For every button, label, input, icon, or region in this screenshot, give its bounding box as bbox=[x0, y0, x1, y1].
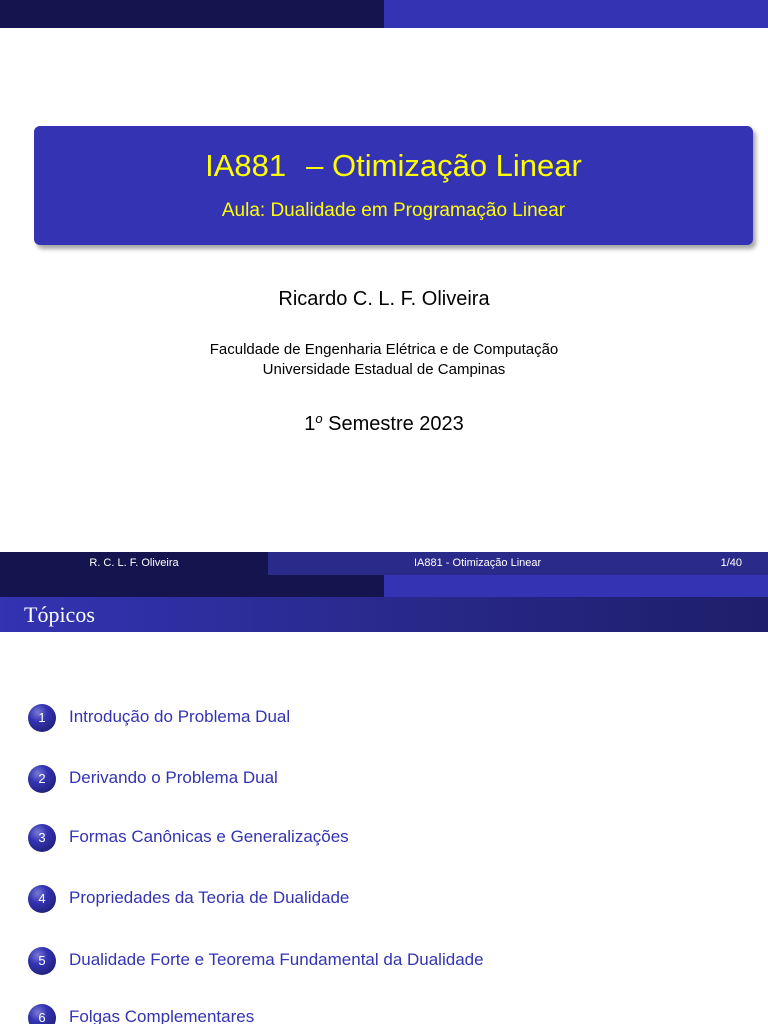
topics-slide bbox=[0, 552, 768, 1024]
author-name: Ricardo C. L. F. Oliveira bbox=[278, 288, 490, 310]
toc-item-label[interactable]: Dualidade Forte e Teorema Fundamental da Dualidade bbox=[69, 950, 484, 969]
section-number-ball: 3 bbox=[28, 824, 56, 852]
presentation-title bbox=[34, 148, 753, 184]
footline-author-text: R. C. L. F. Oliveira bbox=[89, 557, 179, 569]
semester-date bbox=[0, 413, 768, 436]
semester-number: 1 bbox=[304, 413, 316, 435]
toc-item-label[interactable]: Derivando o Problema Dual bbox=[69, 768, 278, 787]
section-number-ball: 4 bbox=[28, 885, 56, 913]
section-number-ball: 2 bbox=[28, 765, 56, 793]
section-number-ball: 1 bbox=[28, 704, 56, 732]
semester-ordinal: o bbox=[315, 411, 323, 426]
toc-item-label[interactable]: Folgas Complementares bbox=[69, 1007, 255, 1024]
headline-bar-left bbox=[0, 0, 384, 28]
footline-title-bar bbox=[268, 552, 768, 575]
presentation-subtitle: Aula: Dualidade em Programação Linear bbox=[221, 200, 566, 221]
toc-item-label[interactable]: Propriedades da Teoria de Dualidade bbox=[69, 888, 350, 907]
headline-bar-right bbox=[384, 575, 768, 597]
frame-title: Tópicos bbox=[24, 602, 95, 627]
section-number-ball: 5 bbox=[28, 947, 56, 975]
institution-university: Universidade Estadual de Campinas bbox=[262, 361, 506, 378]
semester-text: Semestre 2023 bbox=[322, 413, 464, 435]
institution-faculty: Faculdade de Engenharia Elétrica e de Computação bbox=[209, 341, 559, 358]
course-name: – Otimização Linear bbox=[306, 148, 582, 183]
footline-title: IA881 - Otimização Linear bbox=[414, 557, 542, 569]
course-code: IA881 bbox=[205, 148, 287, 183]
headline-bar-right bbox=[384, 0, 768, 28]
toc-item-label[interactable]: Formas Canônicas e Generalizações bbox=[69, 827, 349, 846]
footline-page-number: 1/40 bbox=[720, 557, 742, 569]
footline-author bbox=[0, 552, 268, 575]
section-number-ball: 6 bbox=[28, 1004, 56, 1024]
frame-title-bar bbox=[0, 597, 768, 632]
title-box bbox=[34, 126, 753, 245]
toc-item-label[interactable]: Introdução do Problema Dual bbox=[69, 707, 291, 726]
headline-bar-left bbox=[0, 575, 384, 597]
